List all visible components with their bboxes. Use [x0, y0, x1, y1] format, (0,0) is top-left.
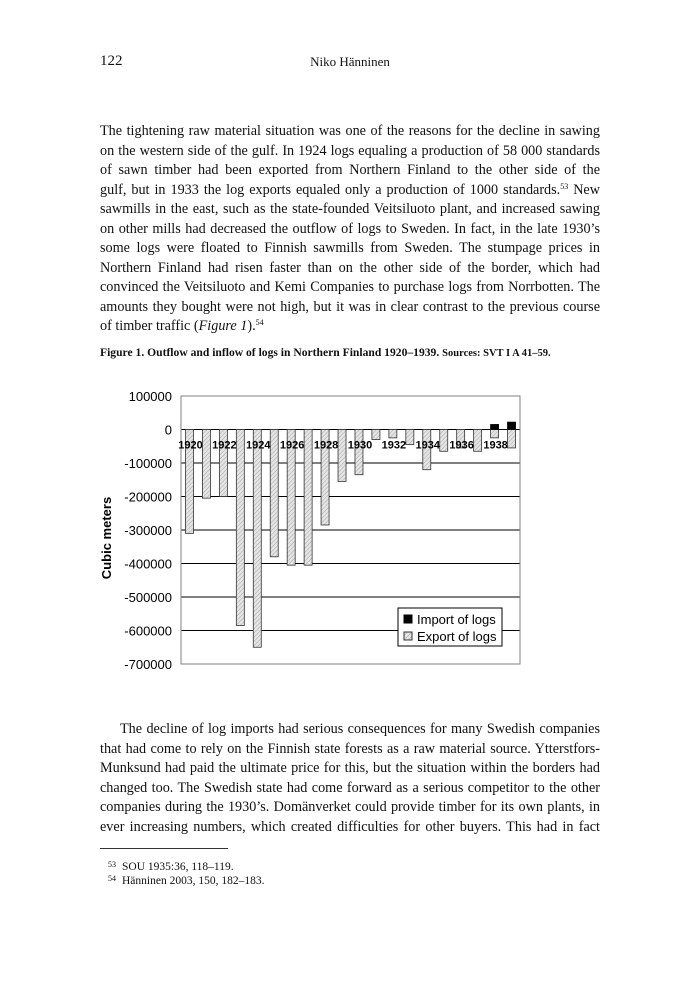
footnote-text: Hänninen 2003, 150, 182–183. [122, 875, 265, 887]
text-line: Munksund had paid the ultimate price for this, but the situation within the borders had [100, 760, 600, 776]
text-line: The decline of log imports had serious consequences for many Swedish companies [120, 721, 600, 737]
text-line: that had come to rely on the Finnish state forests as a raw material source. Ytterstfors- [100, 740, 600, 757]
text-line: convinced the Veitsiluoto and Kemi Companies to purchase logs from Norrbotten. The [100, 279, 600, 295]
figure-caption [100, 346, 620, 359]
x-tick-label: 1926 [279, 439, 305, 452]
x-tick-label: 1924 [246, 439, 271, 452]
figure-reference: Figure 1 [198, 318, 248, 334]
bar-export-1921 [202, 430, 210, 499]
bar-export-1939 [508, 430, 516, 448]
x-tick-label: 1934 [415, 439, 441, 452]
bar-import-1939 [508, 422, 516, 429]
y-tick-label: -200000 [124, 489, 172, 505]
y-tick-label: -600000 [124, 623, 172, 639]
footnote-ref-54: 54 [255, 318, 264, 327]
bar-export-1930 [355, 430, 363, 475]
text-line: of sawn timber had been exported from Northern Finland to the other side of the [100, 162, 600, 178]
x-tick-label: 1938 [483, 439, 508, 452]
bar-export-1935 [440, 430, 448, 452]
footnote-54 [108, 872, 264, 888]
body-paragraph-1 [100, 122, 600, 337]
page-number: 122 [100, 53, 123, 69]
y-tick-label: -700000 [124, 657, 172, 672]
y-tick-label: 100000 [128, 389, 172, 404]
x-tick-label: 1932 [381, 439, 407, 452]
bar-export-1929 [338, 430, 346, 482]
text-line: on the western side of the gulf. In 1924 logs equaling a production of 58 000 standards [100, 142, 600, 159]
bar-export-1924 [253, 430, 261, 648]
bar-export-1933 [406, 430, 414, 445]
text-line [100, 317, 600, 337]
text-line: amounts they bought were not high, but it was in clear contrast to the previous course [100, 298, 600, 315]
log-flow-chart [95, 380, 535, 675]
bar-export-1938 [491, 430, 499, 438]
x-tick-label: 1930 [347, 439, 373, 452]
footnote-number: 54 [108, 874, 116, 883]
bar-export-1937 [474, 430, 482, 452]
y-axis-label: Cubic meters [99, 496, 114, 580]
text-line: ever increasing numbers, which created difficulties for other buyers. This had in fact [100, 818, 600, 835]
bar-export-1927 [304, 430, 312, 566]
body-paragraph-2 [100, 720, 600, 837]
text-line: Northern Finland had risen faster than on the other side of the border, which had [100, 259, 600, 276]
text-line: The tightening raw material situation was one of the reasons for the decline in sawing [100, 123, 600, 139]
text-segment: ). [247, 318, 256, 334]
legend-swatch-export [404, 632, 412, 640]
text-line: companies during the 1930’s. Domänverket could provide timber for its own plants, in [100, 799, 600, 815]
text-segment: gulf, but in 1933 the log exports equaled only a production of 1000 standards. [100, 181, 561, 198]
y-tick-label: -500000 [124, 590, 172, 605]
figure-caption-title: Figure 1. Outflow and inflow of logs in Northern Finland 1920–1939. [100, 346, 440, 359]
footnote-divider [100, 848, 228, 849]
x-tick-label: 1928 [313, 439, 339, 452]
y-tick-label: -100000 [124, 456, 172, 471]
y-tick-label: 0 [164, 422, 172, 438]
x-tick-label: 1922 [212, 439, 237, 452]
text-line [100, 181, 600, 201]
x-tick-label: 1936 [449, 439, 474, 452]
legend-label-import: Import of logs [417, 612, 496, 627]
footnote-text: SOU 1935:36, 118–119. [122, 861, 234, 873]
text-line: sawmills in the east, such as the state-founded Veitsiluoto plant, and increased sawing [100, 201, 600, 217]
text-segment: of timber traffic ( [100, 318, 199, 334]
bar-export-1931 [372, 430, 380, 440]
bar-export-1923 [236, 430, 244, 626]
text-segment: New [568, 181, 600, 198]
bar-import-1938 [491, 424, 499, 429]
legend-label-export: Export of logs [417, 629, 497, 644]
text-line: some logs were floated to Finnish sawmills from Sweden. The stumpage prices in [100, 240, 600, 256]
text-line: on other mills had decreased the outflow of logs to Sweden. In fact, in the late 1930’s [100, 220, 600, 237]
x-tick-label: 1920 [178, 439, 203, 452]
y-tick-label: -400000 [124, 556, 172, 572]
figure-caption-source: Sources: SVT I A 41–59. [442, 348, 551, 359]
footnote-ref-53: 53 [560, 181, 569, 191]
running-title: Niko Hänninen [310, 54, 390, 69]
y-tick-label: -300000 [124, 523, 172, 538]
bar-export-1932 [389, 430, 397, 438]
legend-swatch-import [404, 615, 412, 623]
footnote-number: 53 [108, 860, 116, 869]
running-head [100, 53, 600, 73]
bar-export-1925 [270, 430, 278, 557]
text-line: changed too. The Swedish state had come forward as a serious competitor to the other [100, 779, 600, 796]
